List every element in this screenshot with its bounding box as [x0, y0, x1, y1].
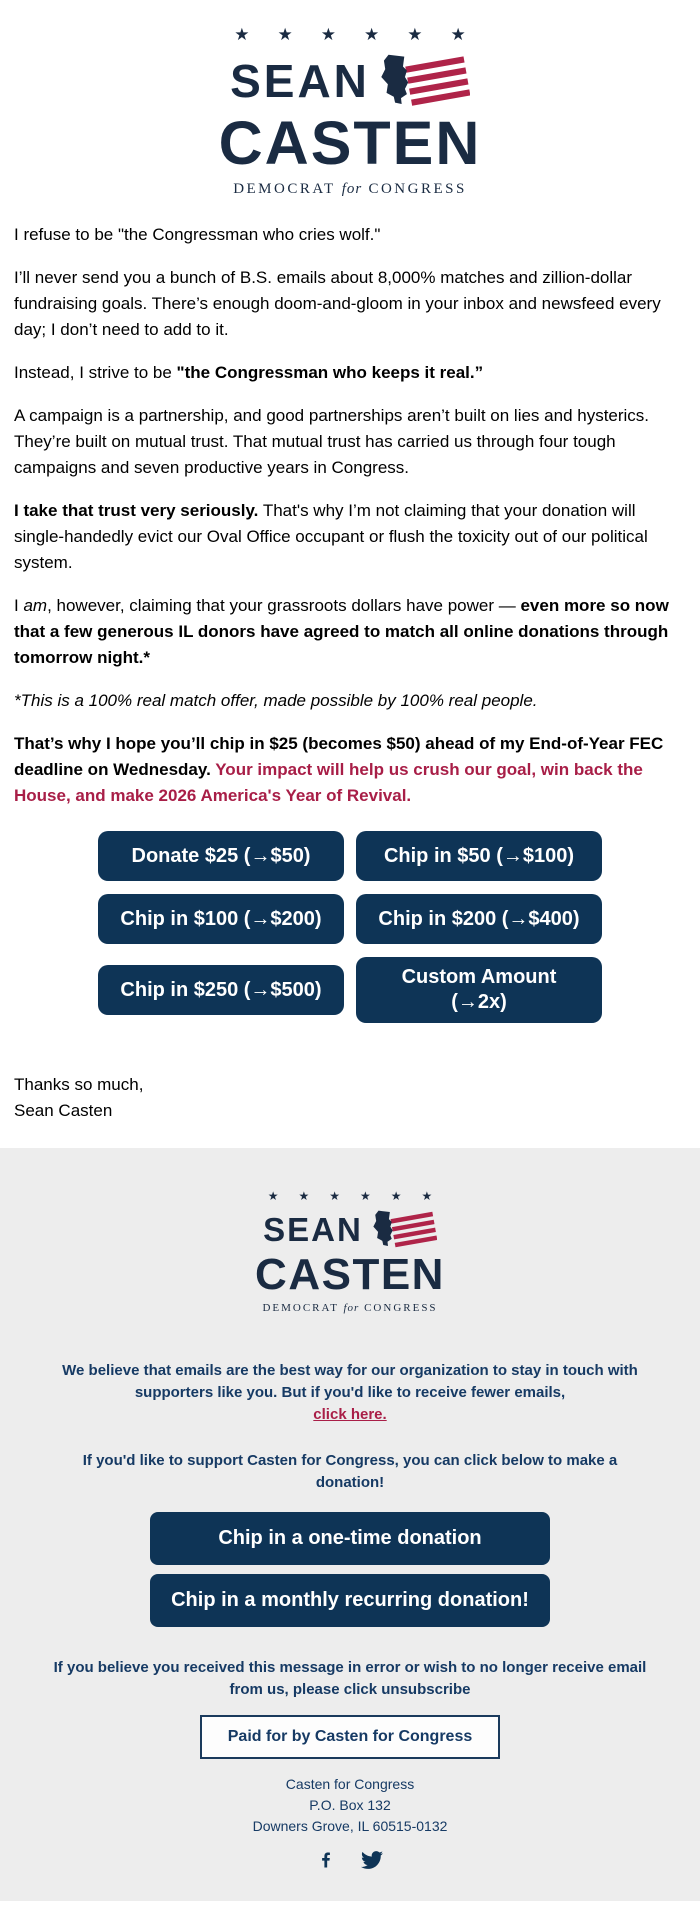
custom-amount-label: Custom Amount	[401, 966, 557, 988]
paragraph-bold-text: I take that trust very seriously.	[14, 501, 259, 520]
flag-stripes-icon	[390, 1212, 436, 1247]
address-block	[0, 1774, 700, 1837]
donate-button-grid	[14, 831, 686, 1023]
tagline-congress: CONGRESS	[368, 181, 467, 197]
illinois-flag-mark	[378, 50, 470, 112]
body-paragraph-6	[14, 593, 686, 671]
illinois-state-icon	[373, 1211, 392, 1246]
campaign-logo	[0, 26, 700, 198]
one-time-donation-button[interactable]: Chip in a one-time donation	[150, 1512, 550, 1565]
donate-row-3	[14, 957, 686, 1023]
body-paragraph-3	[14, 360, 686, 386]
fewer-emails-sentence: We believe that emails are the best way for our organization to stay in touch with supporters like you. But if you'd like to receive fewer emails,	[62, 1362, 638, 1401]
email-header	[0, 0, 700, 198]
twitter-icon[interactable]	[360, 1849, 384, 1871]
donate-50-button[interactable]: Chip in $50 (→$100)	[356, 831, 602, 881]
email-footer	[0, 1148, 700, 1901]
star-icon: ★	[320, 25, 336, 44]
star-icon: ★	[407, 25, 423, 44]
footer-fewer-emails-text	[50, 1360, 650, 1426]
flag-stripes-icon	[405, 56, 470, 105]
logo-casten-text: CASTEN	[255, 1250, 445, 1299]
tagline-democrat: DEMOCRAT	[262, 1302, 339, 1314]
tagline-for: for	[343, 1302, 360, 1314]
monthly-donation-button[interactable]: Chip in a monthly recurring donation!	[150, 1574, 550, 1627]
signoff	[14, 1036, 686, 1124]
donate-row-1	[14, 831, 686, 881]
paid-for-disclaimer: Paid for by Casten for Congress	[200, 1715, 501, 1759]
body-paragraph-2: I’ll never send you a bunch of B.S. emails about 8,000% matches and zillion-dollar fundraising goals. There’s enough doom-and-gloom in your inbox and newsfeed every day; I don’t need to add to it.	[14, 268, 661, 339]
signoff-name: Sean Casten	[14, 1101, 113, 1120]
star-icon: ★	[360, 1189, 371, 1203]
click-here-link[interactable]: click here.	[313, 1406, 387, 1423]
signoff-thanks: Thanks so much,	[14, 1075, 144, 1094]
tagline-for: for	[341, 181, 363, 197]
paragraph-bold-text: even more so now that a few generous IL donors have agreed to match all online donations through tomorrow night.*	[14, 596, 669, 667]
social-links	[0, 1849, 700, 1871]
star-icon: ★	[329, 1189, 340, 1203]
tagline-democrat: DEMOCRAT	[233, 181, 336, 197]
paragraph-text: Instead, I strive to be	[14, 363, 177, 382]
star-icon: ★	[364, 25, 380, 44]
tagline-congress: CONGRESS	[364, 1302, 438, 1314]
body-paragraph-1: I refuse to be "the Congressman who cries wolf."	[14, 225, 381, 244]
donate-row-2	[14, 894, 686, 944]
star-icon: ★	[298, 1189, 310, 1203]
custom-amount-multiplier: (→2x)	[451, 991, 507, 1013]
body-paragraph-7-match-disclaimer: *This is a 100% real match offer, made possible by 100% real people.	[14, 691, 538, 710]
star-icon: ★	[267, 1189, 279, 1203]
email-content	[0, 198, 700, 1124]
logo-stars-row	[268, 1190, 433, 1202]
star-icon: ★	[277, 25, 293, 44]
paragraph-text: , however, claiming that your grassroots dollars have power —	[47, 596, 521, 615]
star-icon: ★	[234, 25, 250, 44]
logo-sean-text: SEAN	[263, 1211, 363, 1248]
illinois-flag-mark	[371, 1207, 437, 1252]
address-org: Casten for Congress	[285, 1776, 415, 1792]
donate-100-button[interactable]: Chip in $100 (→$200)	[98, 894, 344, 944]
star-icon: ★	[421, 1189, 433, 1203]
logo-stars-row	[234, 26, 466, 43]
logo-tagline	[233, 181, 467, 198]
paragraph-text: I	[14, 596, 24, 615]
star-icon: ★	[390, 1189, 402, 1203]
paragraph-bold-text: "the Congressman who keeps it real.”	[176, 363, 484, 382]
address-po-box: P.O. Box 132	[309, 1797, 391, 1813]
paragraph-text: That's why I’m not claiming that your donation will single-handedly evict our Oval Office occupant or flush the toxicity out of our political system.	[14, 501, 648, 572]
logo-tagline	[262, 1302, 437, 1314]
cta-red-text: Your impact will help us crush our goal, win back the House, and make 2026 America's Year of Revival.	[14, 760, 643, 805]
donate-200-button[interactable]: Chip in $200 (→$400)	[356, 894, 602, 944]
logo-sean-text: SEAN	[230, 55, 370, 107]
donate-250-button[interactable]: Chip in $250 (→$500)	[98, 965, 344, 1015]
illinois-state-icon	[381, 55, 408, 104]
logo-casten-text: CASTEN	[218, 109, 482, 177]
body-paragraph-8-cta	[14, 731, 686, 809]
footer-support-text: If you'd like to support Casten for Congress, you can click below to make a donation!	[82, 1452, 618, 1491]
footer-campaign-logo	[0, 1190, 700, 1314]
donate-custom-amount-button[interactable]	[356, 957, 602, 1023]
body-paragraph-5	[14, 498, 686, 576]
star-icon: ★	[450, 25, 466, 44]
cta-bold-text: That’s why I hope you’ll chip in $25 (becomes $50) ahead of my End-of-Year FEC deadline on Wednesday.	[14, 734, 664, 779]
footer-unsubscribe-text: If you believe you received this message in error or wish to no longer receive email from us, please click unsubscribe	[53, 1659, 647, 1698]
address-city: Downers Grove, IL 60515-0132	[252, 1818, 448, 1834]
donate-25-button[interactable]: Donate $25 (→$50)	[98, 831, 344, 881]
body-paragraph-4: A campaign is a partnership, and good partnerships aren’t built on lies and hysterics. They’re built on mutual trust. That mutual trust has carried us through four tough campaigns and seven productive years in Congress.	[14, 406, 650, 477]
paragraph-italic-text: am	[23, 596, 48, 615]
facebook-icon[interactable]	[316, 1849, 336, 1871]
